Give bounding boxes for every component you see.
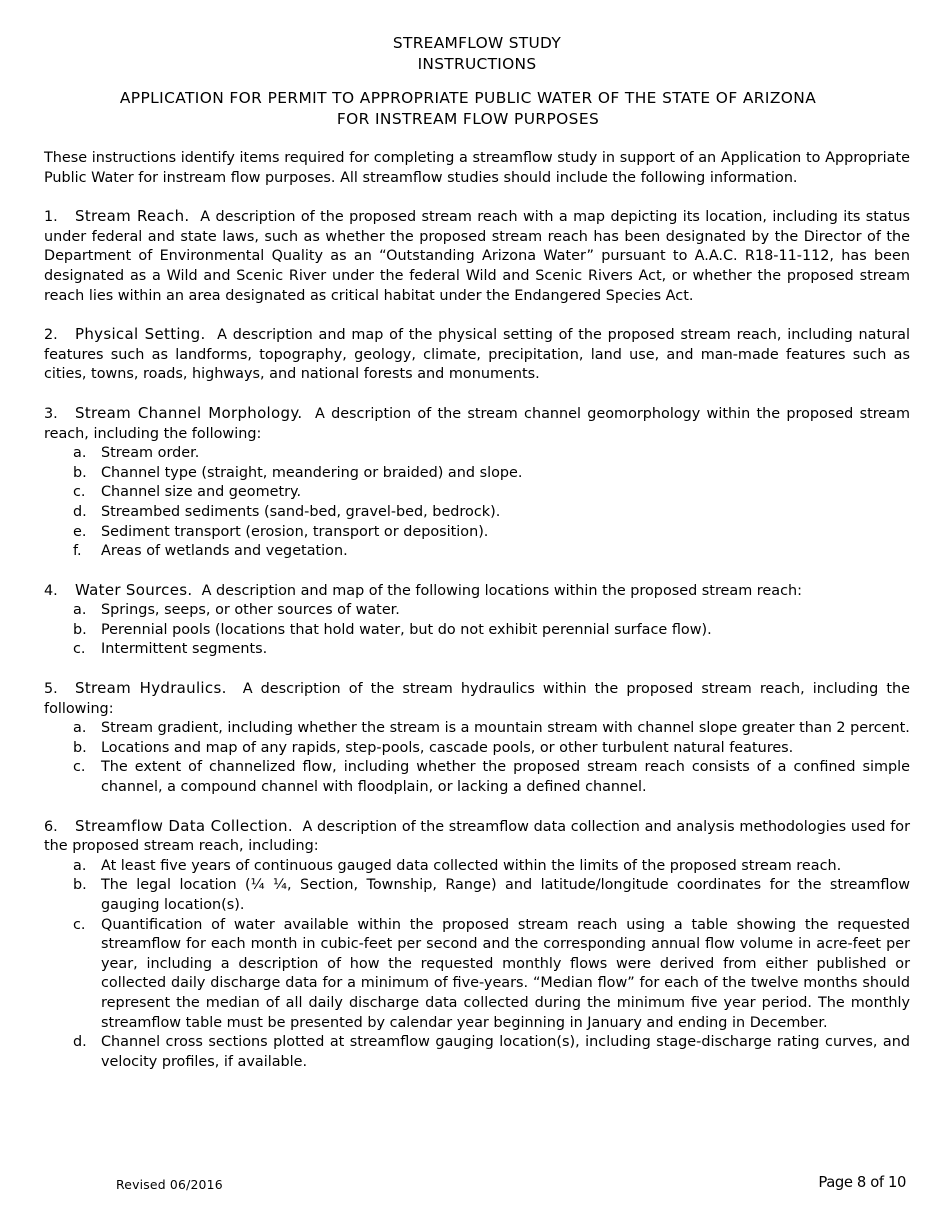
section-title: Water Sources. <box>75 580 193 599</box>
item-list <box>44 719 910 797</box>
section-text: A description and map of the following locations within the proposed stream reach: <box>201 582 802 599</box>
section-text: A description and map of the physical setting of the proposed stream reach, including natural features such as landforms, topography, geology, climate, precipitation, land use, and man-made features such as cities, towns, roads, highways, and national forests and monuments. <box>44 327 910 383</box>
list-item <box>44 758 910 797</box>
section-paragraph <box>44 325 910 385</box>
item-text: Channel type (straight, meandering or braided) and slope. <box>101 464 523 481</box>
section-paragraph <box>44 817 910 857</box>
list-item <box>44 857 910 877</box>
item-marker: b. <box>73 621 87 638</box>
list-item <box>44 1033 910 1072</box>
item-text: Intermittent segments. <box>101 641 268 658</box>
list-item <box>44 621 910 641</box>
section-number: 2. <box>44 327 58 344</box>
subtitle-line-1: APPLICATION FOR PERMIT TO APPROPRIATE PUBLIC WATER OF THE STATE OF ARIZONA <box>119 89 817 107</box>
section-text: A description of the stream channel geomorphology within the proposed stream reach, including the following: <box>44 405 911 442</box>
item-text: Stream order. <box>101 445 200 462</box>
list-item <box>44 444 910 464</box>
list-item <box>44 916 910 1034</box>
item-marker: b. <box>73 464 87 481</box>
list-item <box>44 601 910 621</box>
item-text: Quantification of water available within the proposed stream reach using a table showing the requested streamflow for each month in cubic-feet per second and the corresponding annual flow volume in acre-feet per year, including a description of how the requested monthly flows were derived from either published or collected daily discharge data for a minimum of five-years. “Median flow” for each of the twelve months should represent the median of all daily discharge data collected during the minimum five year period. The monthly streamflow table must be presented by calendar year beginning in January and ending in December. <box>101 916 910 1031</box>
section-title: Stream Hydraulics. <box>75 679 227 698</box>
section-number: 4. <box>44 582 58 599</box>
list-item <box>44 542 910 562</box>
revision-date: Revised 06/2016 <box>116 1177 223 1192</box>
item-marker: c. <box>73 759 86 776</box>
item-text: Channel size and geometry. <box>101 484 302 501</box>
item-text: Streambed sediments (sand-bed, gravel-bed, bedrock). <box>101 503 501 520</box>
item-marker: b. <box>73 877 87 894</box>
section-paragraph <box>44 679 910 719</box>
list-item <box>44 640 910 660</box>
item-text: Areas of wetlands and vegetation. <box>101 543 348 560</box>
section-number: 3. <box>44 405 58 422</box>
section-stream-reach <box>44 207 910 306</box>
document-subtitle <box>44 88 892 130</box>
section-paragraph <box>44 404 910 444</box>
item-marker: c. <box>73 916 86 933</box>
title-line-1: STREAMFLOW STUDY <box>392 34 562 52</box>
item-marker: f. <box>73 543 82 560</box>
item-marker: a. <box>73 602 87 619</box>
list-item <box>44 719 910 739</box>
item-text: Springs, seeps, or other sources of water. <box>101 602 400 619</box>
item-marker: a. <box>73 720 87 737</box>
item-marker: c. <box>73 641 86 658</box>
item-text: The legal location (¼ ¼, Section, Township, Range) and latitude/longitude coordinates for the streamflow gauging location(s). <box>101 877 910 913</box>
item-marker: d. <box>73 503 87 520</box>
item-text: Sediment transport (erosion, transport or deposition). <box>101 523 489 540</box>
section-stream-channel-morphology <box>44 404 910 562</box>
document-title <box>44 33 910 75</box>
item-text: Perennial pools (locations that hold water, but do not exhibit perennial surface flow). <box>101 621 712 638</box>
item-text: Channel cross sections plotted at streamflow gauging location(s), including stage-discharge rating curves, and velocity profiles, if available. <box>101 1034 910 1070</box>
subtitle-line-2: FOR INSTREAM FLOW PURPOSES <box>336 110 600 128</box>
section-stream-hydraulics <box>44 679 910 798</box>
list-item <box>44 483 910 503</box>
item-marker: c. <box>73 484 86 501</box>
section-title: Stream Reach. <box>75 207 190 226</box>
item-marker: a. <box>73 445 87 462</box>
item-list <box>44 857 910 1073</box>
item-text: Stream gradient, including whether the stream is a mountain stream with channel slope greater than 2 percent. <box>101 720 910 737</box>
section-title: Streamflow Data Collection. <box>75 816 293 835</box>
item-text: The extent of channelized flow, including whether the proposed stream reach consists of a confined simple channel, a compound channel with floodplain, or lacking a defined channel. <box>101 759 910 796</box>
item-marker: b. <box>73 739 87 756</box>
section-title: Physical Setting. <box>75 325 206 344</box>
section-number: 5. <box>44 681 58 698</box>
page-number: Page 8 of 10 <box>818 1174 906 1191</box>
item-marker: a. <box>73 857 87 874</box>
item-marker: e. <box>73 523 87 540</box>
item-list <box>44 444 910 562</box>
item-marker: d. <box>73 1034 87 1051</box>
title-line-2: INSTRUCTIONS <box>417 55 537 73</box>
intro-paragraph: These instructions identify items required for completing a streamflow study in support of an Application to Appropriate Public Water for instream flow purposes. All streamflow studies should include the following information. <box>44 150 910 186</box>
list-item <box>44 523 910 543</box>
section-text: A description of the streamflow data collection and analysis methodologies used for the proposed stream reach, including: <box>44 818 910 855</box>
section-streamflow-data-collection <box>44 817 910 1073</box>
list-item <box>44 464 910 484</box>
item-list <box>44 601 910 660</box>
section-paragraph <box>44 207 910 306</box>
section-water-sources <box>44 581 910 660</box>
section-title: Stream Channel Morphology. <box>75 403 303 422</box>
section-text: A description of the stream hydraulics within the proposed stream reach, including the following: <box>44 681 910 717</box>
section-text: A description of the proposed stream reach with a map depicting its location, including its status under federal and state laws, such as whether the proposed stream reach has been designated by the Director of the Department of Environmental Quality as an “Outstanding Arizona Water” pursuant to A.A.C. R18-11-112, has been designated as a Wild and Scenic River under the federal Wild and Scenic Rivers Act, or whether the proposed stream reach lies within an area designated as critical habitat under the Endangered Species Act. <box>44 209 910 304</box>
section-number: 6. <box>44 818 58 835</box>
section-physical-setting <box>44 325 910 385</box>
section-paragraph <box>44 581 910 602</box>
list-item <box>44 876 910 915</box>
item-text: Locations and map of any rapids, step-pools, cascade pools, or other turbulent natural features. <box>101 739 794 756</box>
item-text: At least five years of continuous gauged data collected within the limits of the proposed stream reach. <box>101 857 842 874</box>
list-item <box>44 739 910 759</box>
list-item <box>44 503 910 523</box>
section-number: 1. <box>44 209 58 226</box>
